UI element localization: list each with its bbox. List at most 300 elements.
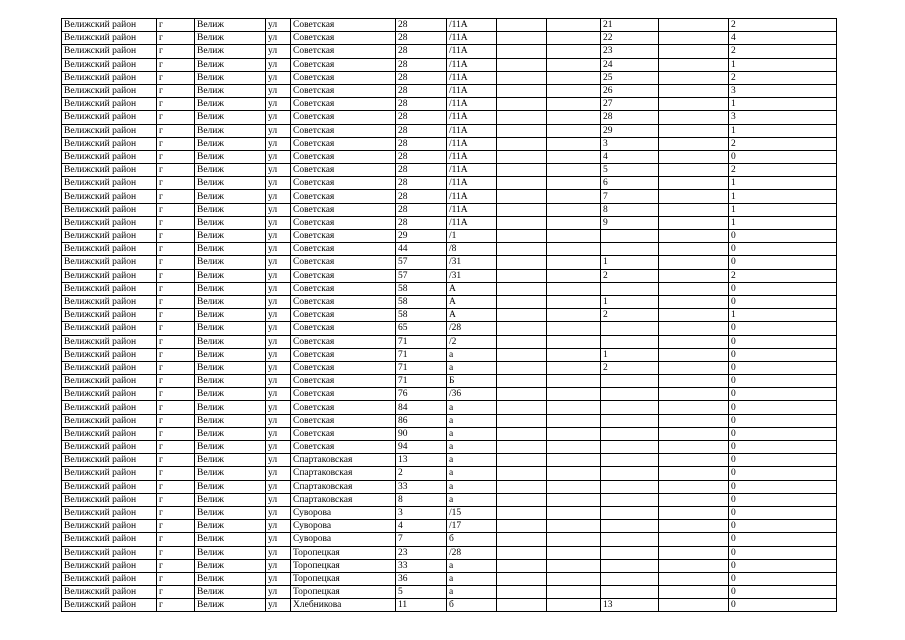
cell-blank3: [659, 388, 729, 401]
cell-apartment: [601, 520, 659, 533]
table-row: [62, 243, 837, 256]
cell-street: Торопецкая: [291, 559, 396, 572]
cell-street-type: ул: [266, 375, 291, 388]
cell-street: Торопецкая: [291, 546, 396, 559]
cell-street: Советская: [291, 427, 396, 440]
cell-house: 28: [396, 203, 447, 216]
cell-apartment: [601, 506, 659, 519]
cell-house-suffix: /11А: [447, 216, 497, 229]
cell-street-type: ул: [266, 348, 291, 361]
cell-count: 0: [729, 388, 837, 401]
cell-district: Велижский район: [62, 427, 157, 440]
cell-settlement: Велиж: [195, 546, 266, 559]
cell-street-type: ул: [266, 190, 291, 203]
cell-street: Советская: [291, 203, 396, 216]
cell-house-suffix: /11А: [447, 71, 497, 84]
cell-blank3: [659, 375, 729, 388]
cell-street-type: ул: [266, 177, 291, 190]
cell-house-suffix: /11А: [447, 84, 497, 97]
cell-house-suffix: /11А: [447, 98, 497, 111]
cell-count: 1: [729, 216, 837, 229]
cell-district: Велижский район: [62, 19, 157, 32]
cell-settlement-type: г: [157, 269, 195, 282]
cell-street-type: ул: [266, 243, 291, 256]
cell-blank2: [547, 295, 601, 308]
cell-blank1: [497, 506, 547, 519]
cell-blank2: [547, 454, 601, 467]
cell-settlement-type: г: [157, 335, 195, 348]
cell-street-type: ул: [266, 599, 291, 612]
table-row: [62, 427, 837, 440]
cell-apartment: [601, 230, 659, 243]
cell-district: Велижский район: [62, 467, 157, 480]
cell-district: Велижский район: [62, 586, 157, 599]
cell-district: Велижский район: [62, 216, 157, 229]
cell-blank3: [659, 572, 729, 585]
cell-house-suffix: /1: [447, 230, 497, 243]
cell-apartment: [601, 559, 659, 572]
cell-street: Советская: [291, 256, 396, 269]
cell-settlement: Велиж: [195, 19, 266, 32]
cell-settlement: Велиж: [195, 441, 266, 454]
cell-apartment: 23: [601, 45, 659, 58]
cell-district: Велижский район: [62, 71, 157, 84]
cell-blank2: [547, 269, 601, 282]
cell-settlement: Велиж: [195, 586, 266, 599]
cell-settlement-type: г: [157, 216, 195, 229]
cell-house: 28: [396, 164, 447, 177]
cell-blank3: [659, 427, 729, 440]
cell-blank1: [497, 84, 547, 97]
cell-house-suffix: а: [447, 572, 497, 585]
cell-district: Велижский район: [62, 256, 157, 269]
cell-house: 28: [396, 216, 447, 229]
cell-apartment: 29: [601, 124, 659, 137]
cell-street-type: ул: [266, 480, 291, 493]
cell-street-type: ул: [266, 467, 291, 480]
cell-apartment: 24: [601, 58, 659, 71]
cell-apartment: [601, 441, 659, 454]
cell-blank1: [497, 137, 547, 150]
cell-blank2: [547, 401, 601, 414]
cell-district: Велижский район: [62, 506, 157, 519]
cell-street: Советская: [291, 124, 396, 137]
table-row: [62, 84, 837, 97]
cell-count: 0: [729, 150, 837, 163]
cell-blank3: [659, 150, 729, 163]
cell-count: 0: [729, 282, 837, 295]
cell-street-type: ул: [266, 361, 291, 374]
cell-district: Велижский район: [62, 295, 157, 308]
cell-street-type: ул: [266, 546, 291, 559]
cell-count: 1: [729, 309, 837, 322]
cell-count: 0: [729, 361, 837, 374]
cell-settlement: Велиж: [195, 177, 266, 190]
table-row: [62, 375, 837, 388]
cell-count: 3: [729, 111, 837, 124]
cell-apartment: 4: [601, 150, 659, 163]
table-row: [62, 546, 837, 559]
cell-house: 71: [396, 375, 447, 388]
cell-settlement: Велиж: [195, 269, 266, 282]
cell-settlement-type: г: [157, 348, 195, 361]
cell-house: 86: [396, 414, 447, 427]
cell-apartment: 22: [601, 32, 659, 45]
cell-district: Велижский район: [62, 348, 157, 361]
cell-district: Велижский район: [62, 480, 157, 493]
cell-street-type: ул: [266, 506, 291, 519]
cell-street-type: ул: [266, 216, 291, 229]
cell-blank2: [547, 164, 601, 177]
cell-street: Советская: [291, 335, 396, 348]
cell-blank2: [547, 111, 601, 124]
table-row: [62, 533, 837, 546]
cell-house-suffix: А: [447, 309, 497, 322]
cell-apartment: [601, 480, 659, 493]
cell-house-suffix: /11А: [447, 111, 497, 124]
cell-street: Советская: [291, 282, 396, 295]
cell-house: 58: [396, 309, 447, 322]
cell-street: Советская: [291, 98, 396, 111]
table-row: [62, 520, 837, 533]
table-row: [62, 348, 837, 361]
cell-district: Велижский район: [62, 203, 157, 216]
cell-street: Советская: [291, 150, 396, 163]
cell-settlement: Велиж: [195, 203, 266, 216]
cell-house: 29: [396, 230, 447, 243]
cell-settlement-type: г: [157, 441, 195, 454]
cell-street-type: ул: [266, 150, 291, 163]
cell-district: Велижский район: [62, 164, 157, 177]
table-row: [62, 216, 837, 229]
cell-street: Суворова: [291, 520, 396, 533]
cell-blank1: [497, 335, 547, 348]
table-row: [62, 322, 837, 335]
cell-settlement: Велиж: [195, 454, 266, 467]
cell-street-type: ул: [266, 401, 291, 414]
cell-street: Советская: [291, 322, 396, 335]
cell-house-suffix: а: [447, 454, 497, 467]
cell-blank3: [659, 32, 729, 45]
cell-house-suffix: а: [447, 401, 497, 414]
cell-blank2: [547, 203, 601, 216]
cell-house-suffix: /17: [447, 520, 497, 533]
cell-district: Велижский район: [62, 58, 157, 71]
cell-house-suffix: а: [447, 493, 497, 506]
cell-house: 7: [396, 533, 447, 546]
cell-count: 0: [729, 546, 837, 559]
cell-street: Советская: [291, 216, 396, 229]
cell-settlement: Велиж: [195, 190, 266, 203]
cell-street-type: ул: [266, 454, 291, 467]
cell-street-type: ул: [266, 427, 291, 440]
cell-settlement-type: г: [157, 124, 195, 137]
cell-apartment: 1: [601, 348, 659, 361]
cell-house-suffix: /28: [447, 322, 497, 335]
cell-house-suffix: а: [447, 414, 497, 427]
cell-house-suffix: /2: [447, 335, 497, 348]
cell-blank1: [497, 243, 547, 256]
cell-house: 94: [396, 441, 447, 454]
cell-street-type: ул: [266, 71, 291, 84]
cell-blank3: [659, 493, 729, 506]
cell-settlement: Велиж: [195, 361, 266, 374]
cell-settlement-type: г: [157, 230, 195, 243]
table-row: [62, 506, 837, 519]
cell-apartment: [601, 375, 659, 388]
cell-count: 0: [729, 414, 837, 427]
cell-apartment: [601, 586, 659, 599]
cell-apartment: 13: [601, 599, 659, 612]
cell-street-type: ул: [266, 269, 291, 282]
cell-house-suffix: /11А: [447, 45, 497, 58]
cell-blank2: [547, 506, 601, 519]
cell-blank2: [547, 216, 601, 229]
cell-apartment: [601, 388, 659, 401]
cell-blank2: [547, 427, 601, 440]
cell-count: 0: [729, 243, 837, 256]
table-row: [62, 164, 837, 177]
cell-street: Советская: [291, 295, 396, 308]
cell-apartment: 6: [601, 177, 659, 190]
cell-blank1: [497, 282, 547, 295]
cell-blank3: [659, 533, 729, 546]
cell-blank1: [497, 98, 547, 111]
cell-settlement-type: г: [157, 401, 195, 414]
table-row: [62, 401, 837, 414]
cell-house: 36: [396, 572, 447, 585]
cell-house: 71: [396, 361, 447, 374]
cell-settlement-type: г: [157, 493, 195, 506]
cell-apartment: [601, 427, 659, 440]
cell-house: 58: [396, 282, 447, 295]
cell-settlement-type: г: [157, 164, 195, 177]
cell-blank1: [497, 124, 547, 137]
cell-house-suffix: /11А: [447, 177, 497, 190]
cell-blank3: [659, 111, 729, 124]
cell-blank1: [497, 190, 547, 203]
cell-settlement-type: г: [157, 322, 195, 335]
cell-blank2: [547, 150, 601, 163]
table-row: [62, 467, 837, 480]
cell-district: Велижский район: [62, 243, 157, 256]
cell-blank1: [497, 150, 547, 163]
cell-street-type: ул: [266, 388, 291, 401]
cell-blank2: [547, 322, 601, 335]
cell-count: 1: [729, 177, 837, 190]
cell-apartment: [601, 467, 659, 480]
cell-blank3: [659, 335, 729, 348]
cell-settlement-type: г: [157, 506, 195, 519]
cell-street: Спартаковская: [291, 467, 396, 480]
cell-settlement: Велиж: [195, 467, 266, 480]
cell-settlement: Велиж: [195, 520, 266, 533]
cell-settlement-type: г: [157, 203, 195, 216]
cell-house-suffix: /11А: [447, 124, 497, 137]
cell-blank3: [659, 599, 729, 612]
cell-house-suffix: /11А: [447, 190, 497, 203]
cell-apartment: 3: [601, 137, 659, 150]
cell-blank2: [547, 599, 601, 612]
cell-street-type: ул: [266, 19, 291, 32]
cell-blank3: [659, 269, 729, 282]
cell-count: 0: [729, 506, 837, 519]
cell-blank3: [659, 559, 729, 572]
cell-district: Велижский район: [62, 441, 157, 454]
cell-street-type: ул: [266, 309, 291, 322]
cell-district: Велижский район: [62, 150, 157, 163]
cell-blank1: [497, 58, 547, 71]
cell-district: Велижский район: [62, 401, 157, 414]
cell-district: Велижский район: [62, 454, 157, 467]
cell-settlement-type: г: [157, 375, 195, 388]
cell-house-suffix: а: [447, 559, 497, 572]
cell-blank1: [497, 586, 547, 599]
table-row: [62, 335, 837, 348]
cell-street: Советская: [291, 32, 396, 45]
cell-street: Советская: [291, 177, 396, 190]
table-row: [62, 572, 837, 585]
cell-settlement: Велиж: [195, 480, 266, 493]
cell-count: 0: [729, 520, 837, 533]
cell-district: Велижский район: [62, 32, 157, 45]
cell-settlement-type: г: [157, 480, 195, 493]
cell-count: 0: [729, 480, 837, 493]
cell-count: 2: [729, 45, 837, 58]
cell-settlement: Велиж: [195, 137, 266, 150]
cell-settlement: Велиж: [195, 322, 266, 335]
cell-settlement-type: г: [157, 427, 195, 440]
cell-street-type: ул: [266, 58, 291, 71]
table-row: [62, 309, 837, 322]
cell-street: Советская: [291, 45, 396, 58]
table-row: [62, 177, 837, 190]
cell-blank1: [497, 572, 547, 585]
table-row: [62, 282, 837, 295]
cell-blank2: [547, 520, 601, 533]
cell-district: Велижский район: [62, 533, 157, 546]
cell-blank2: [547, 19, 601, 32]
table-row: [62, 441, 837, 454]
cell-blank3: [659, 45, 729, 58]
cell-settlement-type: г: [157, 45, 195, 58]
cell-settlement: Велиж: [195, 335, 266, 348]
cell-street: Советская: [291, 164, 396, 177]
cell-street-type: ул: [266, 414, 291, 427]
cell-blank2: [547, 230, 601, 243]
cell-house: 2: [396, 467, 447, 480]
cell-apartment: [601, 282, 659, 295]
table-row: [62, 295, 837, 308]
cell-settlement: Велиж: [195, 348, 266, 361]
cell-district: Велижский район: [62, 546, 157, 559]
cell-settlement: Велиж: [195, 45, 266, 58]
cell-house: 8: [396, 493, 447, 506]
cell-house: 57: [396, 269, 447, 282]
cell-street-type: ул: [266, 32, 291, 45]
cell-district: Велижский район: [62, 84, 157, 97]
cell-apartment: 25: [601, 71, 659, 84]
cell-blank2: [547, 533, 601, 546]
cell-blank1: [497, 388, 547, 401]
cell-count: 1: [729, 124, 837, 137]
cell-settlement-type: г: [157, 572, 195, 585]
cell-blank1: [497, 309, 547, 322]
cell-house: 33: [396, 559, 447, 572]
cell-house-suffix: Б: [447, 375, 497, 388]
cell-street-type: ул: [266, 124, 291, 137]
cell-settlement-type: г: [157, 586, 195, 599]
cell-settlement-type: г: [157, 190, 195, 203]
cell-blank2: [547, 348, 601, 361]
cell-street-type: ул: [266, 322, 291, 335]
cell-blank2: [547, 71, 601, 84]
table-row: [62, 190, 837, 203]
cell-district: Велижский район: [62, 98, 157, 111]
cell-settlement: Велиж: [195, 150, 266, 163]
cell-count: 0: [729, 322, 837, 335]
table-row: [62, 586, 837, 599]
cell-count: 1: [729, 203, 837, 216]
cell-blank1: [497, 32, 547, 45]
cell-settlement: Велиж: [195, 230, 266, 243]
table-row: [62, 256, 837, 269]
cell-count: 1: [729, 190, 837, 203]
cell-blank2: [547, 335, 601, 348]
cell-blank1: [497, 295, 547, 308]
table-row: [62, 559, 837, 572]
cell-settlement-type: г: [157, 361, 195, 374]
cell-blank3: [659, 282, 729, 295]
cell-blank2: [547, 414, 601, 427]
cell-apartment: 26: [601, 84, 659, 97]
cell-blank3: [659, 19, 729, 32]
cell-settlement: Велиж: [195, 111, 266, 124]
cell-settlement: Велиж: [195, 493, 266, 506]
cell-blank2: [547, 256, 601, 269]
cell-house-suffix: а: [447, 427, 497, 440]
cell-house: 28: [396, 98, 447, 111]
cell-blank1: [497, 348, 547, 361]
cell-street: Советская: [291, 137, 396, 150]
cell-blank1: [497, 401, 547, 414]
cell-house: 76: [396, 388, 447, 401]
cell-settlement-type: г: [157, 98, 195, 111]
cell-settlement: Велиж: [195, 295, 266, 308]
cell-street-type: ул: [266, 203, 291, 216]
cell-house: 28: [396, 124, 447, 137]
cell-house-suffix: б: [447, 533, 497, 546]
cell-settlement: Велиж: [195, 58, 266, 71]
cell-settlement-type: г: [157, 388, 195, 401]
cell-house-suffix: А: [447, 282, 497, 295]
cell-count: 0: [729, 295, 837, 308]
cell-house: 5: [396, 586, 447, 599]
cell-blank3: [659, 454, 729, 467]
cell-apartment: 1: [601, 295, 659, 308]
cell-blank1: [497, 45, 547, 58]
cell-house-suffix: /8: [447, 243, 497, 256]
cell-street: Советская: [291, 230, 396, 243]
cell-blank3: [659, 230, 729, 243]
cell-street-type: ул: [266, 282, 291, 295]
cell-blank3: [659, 177, 729, 190]
cell-settlement: Велиж: [195, 71, 266, 84]
cell-house: 28: [396, 150, 447, 163]
cell-house: 28: [396, 190, 447, 203]
cell-blank2: [547, 480, 601, 493]
cell-street: Советская: [291, 111, 396, 124]
